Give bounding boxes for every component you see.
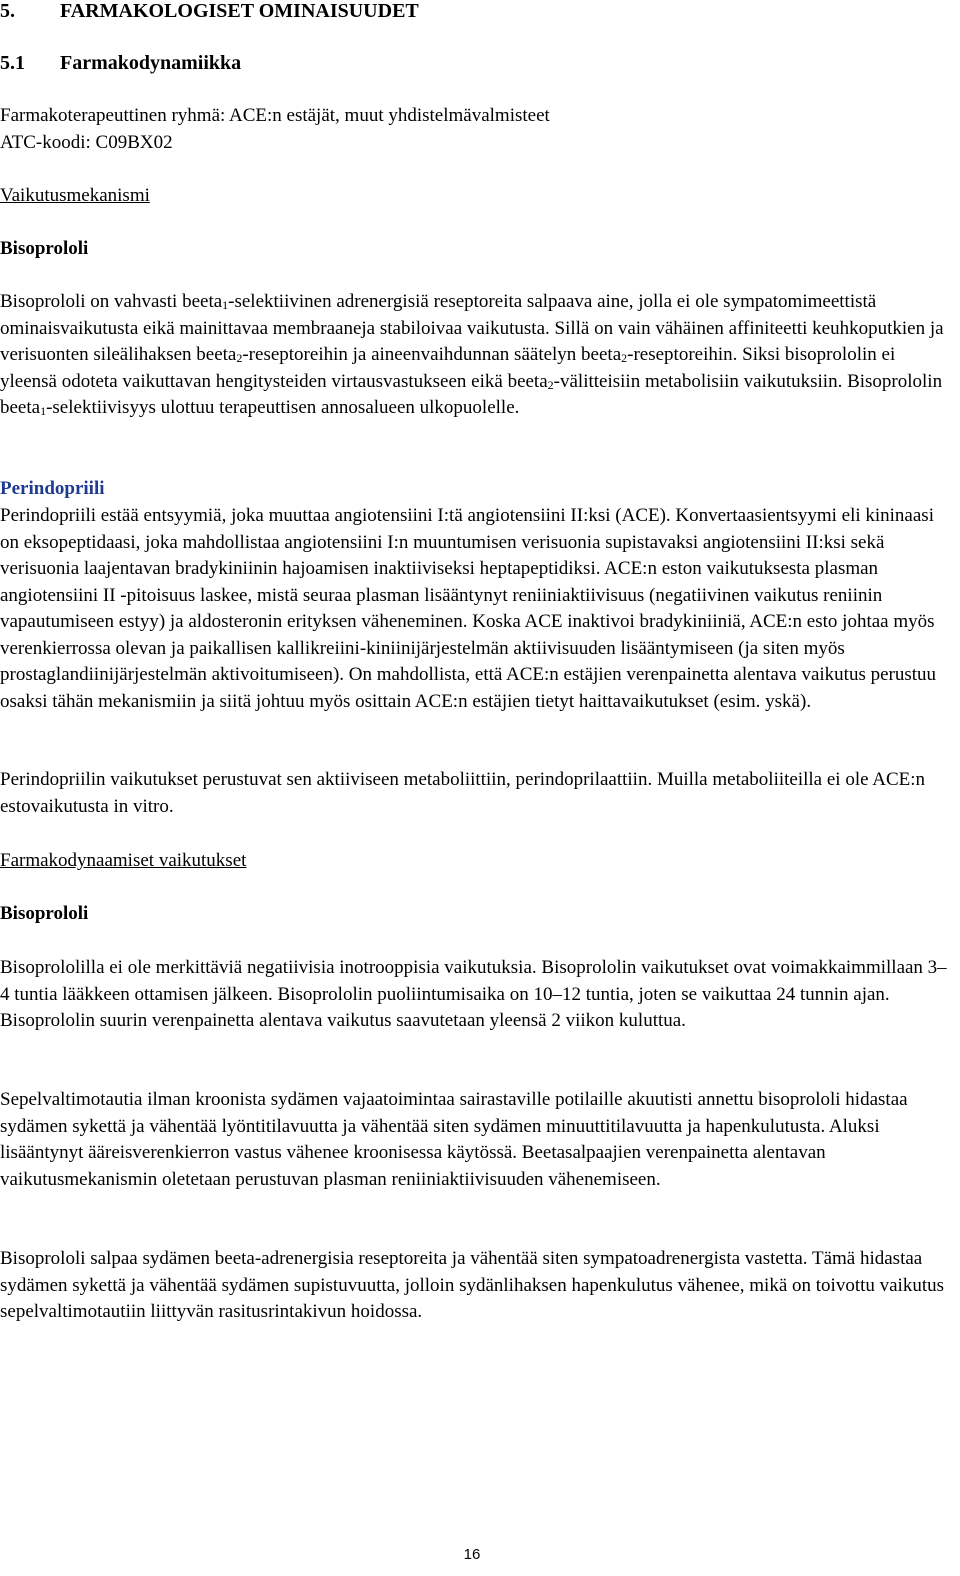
bisoprolol-effects-paragraph-3: Bisoprololi salpaa sydämen beeta-adrenergisia reseptoreita ja vähentää siten sympatoadrenergista vastetta. Tämä hidastaa sydämen sykettä ja vähentää sydämen supistuvuutta, jolloin sydänlihaksen hapenkulutus vähenee, mikä on toivottu vaikutus sepelvaltimotautiin liittyvän rasitusrintakivun hoidossa. [0,1248,945,1322]
pharmacotherapeutic-group: Farmakoterapeuttinen ryhmä: ACE:n estäjät, muut yhdistelmävalmisteet [0,105,550,126]
subsection-number: 5.1 [0,52,25,74]
bisoprolol-heading: Bisoprololi [0,238,89,259]
bisoprolol-effects-paragraph-1: Bisoprololilla ei ole merkittäviä negatiivisia inotrooppisia vaikutuksia. Bisoprololin vaikutukset ovat voimakkaimmillaan 3–4 tuntia lääkkeen ottamisen jälkeen. Bisoprololin puoliintumisaika on 10–12 tuntia, joten se vaikuttaa 24 tunnin ajan. Bisoprololin suurin verenpainetta alentava vaikutus saavutetaan yleensä 2 viikon kuluttua. [0,957,947,1031]
bisoprolol-mechanism-paragraph [0,289,956,422]
section-heading [0,0,956,25]
subscript: 2 [236,351,243,365]
text-run: -reseptoreihin. Siksi bisoprololin ei yleensä odoteta vaikuttavan hengitysteiden virtausvastukseen eikä beeta [0,344,896,392]
text-run: -selektiivisyys ulottuu terapeuttisen annosalueen ulkopuolelle. [46,397,520,418]
pd-effects-heading: Farmakodynaamiset vaikutukset [0,850,247,871]
subscript: 1 [222,298,229,312]
text-run: Bisoprololi on vahvasti beeta [0,291,223,312]
mechanism-heading: Vaikutusmekanismi [0,185,150,206]
text-run: -selektiivinen adrenergisiä reseptoreita salpaava aine, jolla ei ole sympatomimeettistä ominaisvaikutusta eikä mainittavaa membraaneja stabiloivaa vaikutusta. Sillä on vain vähäinen affiniteetti keuhkoputkien ja verisuonten sileälihaksen beeta [0,291,944,365]
perindopril-heading: Perindopriili [0,478,105,499]
text-run: -välitteisiin metabolisiin vaikutuksiin. Bisoprololin beeta [0,370,943,418]
bisoprolol-heading-2: Bisoprololi [0,903,89,924]
subscript: 2 [547,377,554,392]
section-title: FARMAKOLOGISET OMINAISUUDET [60,0,419,22]
page-number: 16 [463,1546,481,1563]
subsection-heading [0,50,956,77]
bisoprolol-effects-paragraph-2: Sepelvaltimotautia ilman kroonista sydämen vajaatoimintaa sairastaville potilaille akuutisti annettu bisoprololi hidastaa sydämen sykettä ja vähentää lyöntitilavuutta ja vähentää siten sydämen minuuttitilavuutta ja hapenkulutusta. Aluksi lisääntynyt ääreisverenkierron vastus vähenee kroonisessa käytössä. Beetasalpaajien verenpainetta alentavan vaikutusmekanismin oletetaan perustuvan plasman reniiniaktiivisuuden vähenemiseen. [0,1089,908,1190]
text-run: -reseptoreihin ja aineenvaihdunnan säätelyn beeta [242,344,622,365]
perindopril-mechanism-paragraph: Perindopriili estää entsyymiä, joka muuttaa angiotensiini I:tä angiotensiini II:ksi (ACE). Konvertaasientsyymi eli kininaasi on eksopeptidaasi, joka mahdollistaa angiotensiini I:n muuntumisen verisuonia supistavaksi angiotensiini II:ksi sekä verisuonia laajentavan bradykiniinin hajoamisen inaktiiviseksi heptapeptidiksi. ACE:n eston vaikutuksesta plasman angiotensiini II -pitoisuus laskee, mistä seuraa plasman lisääntynyt reniiniaktiivisuus (negatiivinen vaikutus reniinin vapautumiseen estyy) ja aldosteronin erityksen väheneminen. Koska ACE inaktivoi bradykiniiniä, ACE:n esto johtaa myös verenkierrossa olevan ja paikallisen kallikreiini-kiniinijärjestelmän aktiivisuuden lisääntymiseen (ja siten myös prostaglandiinijärjestelmän aktivoitumiseen). On mahdollista, että ACE:n estäjien verenpainetta alentava vaikutus perustuu osaksi tähän mekanismiin ja siitä johtuu myös osittain ACE:n estäjien tietyt haittavaikutukset (esim. yskä). [0,505,937,712]
subscript: 1 [40,404,47,418]
section-number: 5. [0,0,15,22]
perindopril-metabolite-paragraph: Perindopriilin vaikutukset perustuvat sen aktiiviseen metaboliittiin, perindoprilaattiin. Muilla metaboliiteilla ei ole ACE:n estovaikutusta in vitro. [0,769,926,817]
subsection-title: Farmakodynamiikka [60,52,242,74]
subscript: 2 [621,351,628,365]
atc-code: ATC-koodi: C09BX02 [0,132,173,153]
